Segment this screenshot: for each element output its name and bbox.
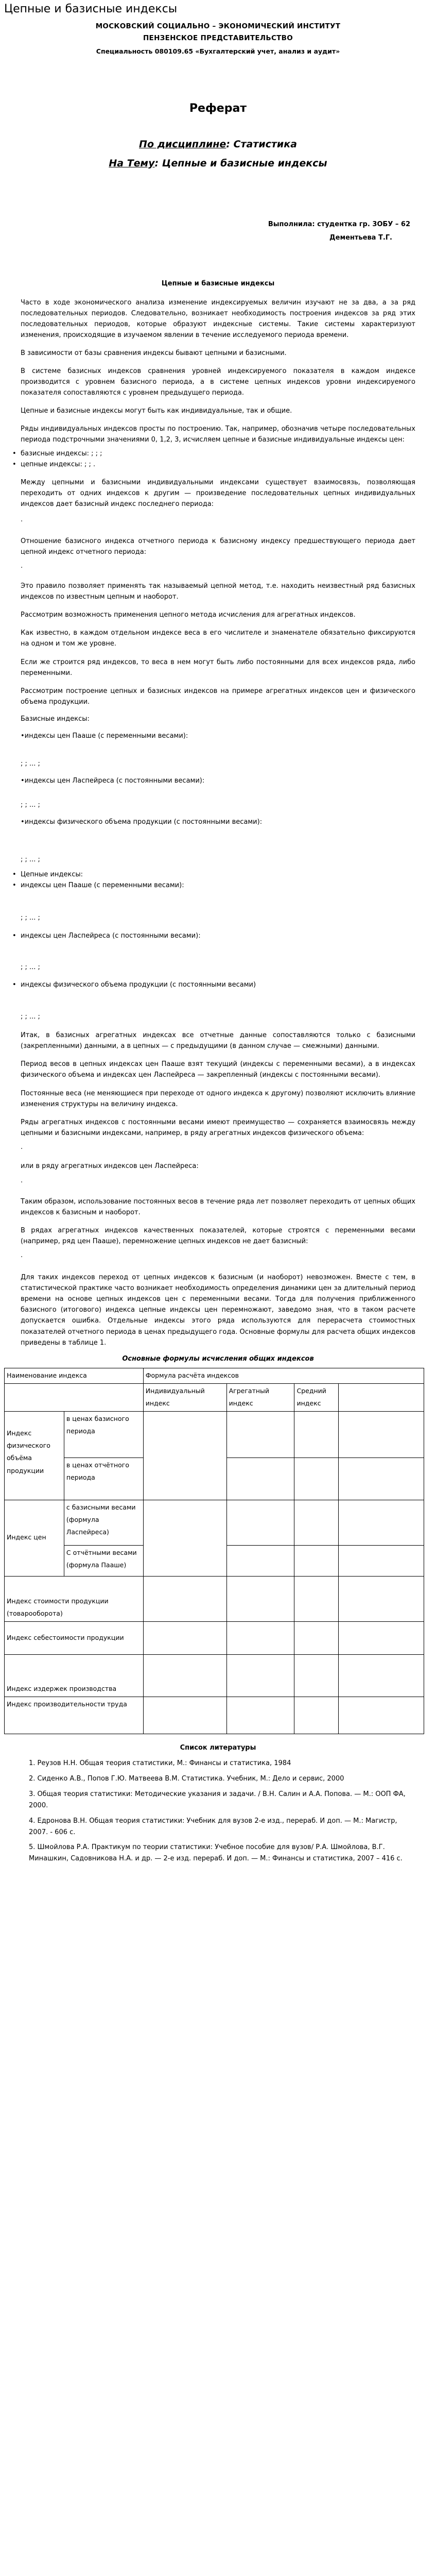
- table-row-sublabel: в ценах базисного периода: [64, 1411, 143, 1458]
- table-row-label: Индекс стоимости продукции (товарооборота): [5, 1576, 144, 1621]
- table-cell: [339, 1654, 424, 1697]
- list-item: • индексы физического объема продукции (с постоянными весами): [9, 979, 415, 990]
- literature-item: 1. Реузов Н.Н. Общая теория статистики, М.: Финансы и статистика, 1984: [29, 1759, 291, 1768]
- formula-placeholder: ·: [21, 1145, 23, 1153]
- table-cell: [339, 1411, 424, 1458]
- paragraph: Для таких индексов переход от цепных индексов к базисным (и наоборот) невозможен. Вместе с тем, в статистической практике часто возникает необходимость определения динамики цен за длительный период времени на основе цепных индексов цен с переменными весами. Тогда для получения приближенного базисного (итогового) индекса цепные индексы цен перемножают, заведомо зная, что в таком расчете допускается ошибка. Отдельные индексы этого ряда используются для перерасчета стоимостных показателей отчетного периода в ценах предыдущего года. Основные формулы для расчета общих индексов приведены в таблице 1.: [21, 1274, 415, 1347]
- table-header-name: Наименование индекса: [5, 1368, 144, 1383]
- laspeyres-price-label: •индексы цен Ласпейреса (с постоянными весами):: [21, 777, 205, 785]
- list-item: • индексы цен Ласпейреса (с постоянными весами):: [9, 930, 415, 941]
- table-cell: [143, 1500, 226, 1576]
- list-item: • цепные индексы: ; ; .: [9, 459, 415, 470]
- formula-placeholder: ; ; ... ;: [21, 913, 40, 922]
- paragraph: Отношение базисного индекса отчетного периода к базисному индексу предшествующего периода дает цепной индекс отчетного периода:: [21, 537, 415, 556]
- table-cell: [294, 1545, 339, 1576]
- volume-index-label: •индексы физического объема продукции (с постоянными весами):: [21, 818, 263, 826]
- list-item: • Цепные индексы:: [9, 869, 415, 880]
- formula-placeholder: ·: [21, 1253, 23, 1262]
- table-row-label: Индекс цен: [5, 1500, 64, 1576]
- paragraph: В системе базисных индексов сравнения уровней индексируемого показателя в каждом индексе производится с уровнем базисного периода, а в системе цепных индексов уровни индексируемого показателя сопоставляются с уровнем предыдущего периода.: [21, 367, 415, 397]
- table-cell: [294, 1458, 339, 1500]
- table-cell: [143, 1654, 226, 1697]
- table-row-label: Индекс производительности труда: [5, 1697, 144, 1734]
- table-cell: [294, 1621, 339, 1654]
- paragraph: Рассмотрим возможность применения цепного метода исчисления для агрегатных индексов.: [21, 611, 356, 619]
- table-cell: [143, 1411, 226, 1500]
- section-title: Цепные и базисные индексы: [161, 279, 275, 287]
- discipline-value: : Статистика: [226, 139, 297, 150]
- table-cell: [143, 1576, 226, 1621]
- list-item: • базисные индексы: ; ; ;: [9, 448, 415, 459]
- paragraph: Часто в ходе экономического анализа изменение индексируемых величин изучают не за два, а за ряд последовательных периодов. Следовательно, возникает необходимость построения индексов за ряд этих последовательных периодов, которые образуют индексные системы. Такие системы характеризуют изменения, происходящие в изучаемом явлении в течение исследуемого периода времени.: [21, 298, 415, 339]
- table-header-average: Средний индекс: [294, 1383, 339, 1411]
- table-cell: [226, 1576, 294, 1621]
- table-cell: [339, 1383, 424, 1411]
- table-header-aggregate: Агрегатный индекс: [226, 1383, 294, 1411]
- paragraph: В зависимости от базы сравнения индексы бывают цепными и базисными.: [21, 349, 287, 357]
- table-cell: [294, 1500, 339, 1545]
- formula-placeholder: ; ; ... ;: [21, 1012, 40, 1021]
- table-header-formula: Формула расчёта индексов: [143, 1368, 424, 1383]
- literature-item: 2. Сиденко А.В., Попов Г.Ю. Матвеева В.М. Статистика. Учебник, М.: Дело и сервис, 2000: [29, 1775, 344, 1783]
- paragraph: Это правило позволяет применять так называемый цепной метод, т.е. находить неизвестный ряд базисных индексов по известным цепным и наоборот.: [21, 582, 415, 601]
- author-name: Дементьева Т.Г.: [329, 234, 392, 242]
- author-group: Выполнила: студентка гр. 3ОБУ – 62: [268, 221, 410, 229]
- literature-list: [21, 1758, 415, 1865]
- table-cell: [226, 1458, 294, 1500]
- paragraph: Если же строится ряд индексов, то веса в нем могут быть либо постоянными для всех индексов ряда, либо переменными.: [21, 658, 415, 677]
- theme-line: [21, 157, 415, 171]
- table-row-sublabel: С отчётными весами (формула Пааше): [64, 1545, 143, 1576]
- paragraph: Цепные и базисные индексы могут быть как индивидуальные, так и общие.: [21, 407, 292, 415]
- formula-placeholder: ; ; ... ;: [21, 855, 40, 863]
- formula-placeholder: ; ; ... ;: [21, 801, 40, 809]
- table-cell: [143, 1621, 226, 1654]
- paragraph: Ряды агрегатных индексов с постоянными весами имеют преимущество — сохраняется взаимосвязь между цепными и базисными индексами, например, в ряду агрегатных индексов физического объема:: [21, 1118, 415, 1137]
- table-row-label: Индекс себестоимости продукции: [5, 1621, 144, 1654]
- document-page: [0, 22, 436, 1865]
- discipline-line: [21, 138, 415, 152]
- formula-placeholder: ·: [21, 1179, 23, 1187]
- table-cell: [339, 1545, 424, 1576]
- list-item: • индексы цен Пааше (с переменными весами):: [9, 880, 415, 891]
- literature-item: 3. Общая теория статистики: Методические указания и задачи. / В.Н. Салин и А.А. Попова. — М.: ООП ФА, 2000.: [29, 1790, 406, 1809]
- table-cell: [339, 1500, 424, 1545]
- paragraph: В рядах агрегатных индексов качественных показателей, которые строятся с переменными весами (например, ряд цен Пааше), перемножение цепных индексов не дает базисный:: [21, 1227, 415, 1246]
- theme-value: : Цепные и базисные индексы: [154, 157, 327, 169]
- formula-placeholder: ·: [21, 564, 23, 572]
- table-row-label: Индекс издержек производства: [5, 1654, 144, 1697]
- table-cell: [339, 1621, 424, 1654]
- table-cell: [143, 1697, 226, 1734]
- table-cell: [294, 1654, 339, 1697]
- paragraph: Как известно, в каждом отдельном индексе веса в его числителе и знаменателе обязательно фиксируются на одном и том же уровне.: [21, 629, 415, 648]
- text-line: или в ряду агрегатных индексов цен Ласпейреса:: [21, 1162, 199, 1170]
- institute-name: МОСКОВСКИЙ СОЦИАЛЬНО – ЭКОНОМИЧЕСКИЙ ИНСТИТУТ: [95, 22, 341, 30]
- table-header-empty: [5, 1383, 144, 1411]
- paragraph: Между цепными и базисными индивидуальными индексами существует взаимосвязь, позволяющая переходить от одних индексов к другим — произведение последовательных цепных индивидуальных индексов дает базисный индекс последнего периода:: [21, 479, 415, 509]
- table-row-sublabel: с базисными весами (формула Ласпейреса): [64, 1500, 143, 1545]
- table-cell: [226, 1621, 294, 1654]
- formula-placeholder: ; ; ... ;: [21, 963, 40, 971]
- discipline-label: По дисциплине: [139, 139, 226, 150]
- formula-placeholder: ·: [21, 517, 23, 526]
- specialty-line: Специальность 080109.65 «Бухгалтерский учет, анализ и аудит»: [96, 47, 340, 56]
- table-cell: [294, 1697, 339, 1734]
- paragraph: Итак, в базисных агрегатных индексах все отчетные данные сопоставляются только с базисными (закрепленными) данными, а в цепных — с предыдущими (в данном случае — смежными) данными.: [21, 1031, 415, 1050]
- formulas-table: [4, 1368, 424, 1734]
- paragraph: Постоянные веса (не меняющиеся при переходе от одного индекса к другому) позволяют исключить влияние изменения структуры на величину индекса.: [21, 1089, 415, 1108]
- paragraph: Рассмотрим построение цепных и базисных индексов на примере агрегатных индексов цен и физического объема продукции.: [21, 687, 415, 706]
- referat-title: Реферат: [189, 102, 247, 115]
- paragraph: Ряды индивидуальных индексов просты по построению. Так, например, обозначив четыре последовательных периода подстрочными значениями 0, 1,2, 3, исчисляем цепные и базисные индивидуальные индексы цен:: [21, 425, 415, 444]
- institute-branch: ПЕНЗЕНСКОЕ ПРЕДСТАВИТЕЛЬСТВО: [143, 33, 293, 42]
- paasche-price-label: •индексы цен Пааше (с переменными весами):: [21, 732, 188, 740]
- table-row-label: Индекс физического объёма продукции: [5, 1411, 64, 1500]
- table-cell: [226, 1500, 294, 1545]
- table-row-sublabel: в ценах отчётного периода: [64, 1458, 143, 1500]
- basis-indices-label: Базисные индексы:: [21, 715, 90, 723]
- table-caption: Основные формулы исчисления общих индексов: [122, 1354, 314, 1363]
- table-cell: [339, 1576, 424, 1621]
- table-cell: [226, 1411, 294, 1458]
- formula-placeholder: ; ; ... ;: [21, 760, 40, 768]
- table-header-individual: Индивидуальный индекс: [143, 1383, 226, 1411]
- paragraph: Таким образом, использование постоянных весов в течение ряда лет позволяет переходить от цепных общих индексов к базисным и наоборот.: [21, 1198, 415, 1217]
- table-cell: [226, 1697, 294, 1734]
- table-cell: [339, 1697, 424, 1734]
- table-cell: [226, 1545, 294, 1576]
- table-cell: [339, 1458, 424, 1500]
- literature-title: Список литературы: [180, 1743, 256, 1752]
- table-cell: [226, 1654, 294, 1697]
- theme-label: На Тему: [109, 157, 155, 169]
- table-cell: [294, 1411, 339, 1458]
- literature-item: 5. Шмойлова Р.А. Практикум по теории статистики: Учебное пособие для вузов/ Р.А. Шмойлова, В.Г. Минашкин, Садовникова Н.А. и др. — 2-е изд. перераб. И доп. — М.: Финансы и статистика, 2007 – 416 с.: [29, 1843, 403, 1863]
- table-cell: [294, 1576, 339, 1621]
- literature-item: 4. Едронова В.Н. Общая теория статистики: Учебник для вузов 2-е изд., перераб. И доп. — М.: Магистр, 2007. - 606 с.: [29, 1817, 397, 1836]
- paragraph: Период весов в цепных индексах цен Пааше взят текущий (индексы с переменными весами), а в индексах физического объема и индексах цен Ласпейреса — закрепленный (индексы с постоянными весами).: [21, 1060, 415, 1079]
- document-title: Цепные и базисные индексы: [4, 3, 178, 15]
